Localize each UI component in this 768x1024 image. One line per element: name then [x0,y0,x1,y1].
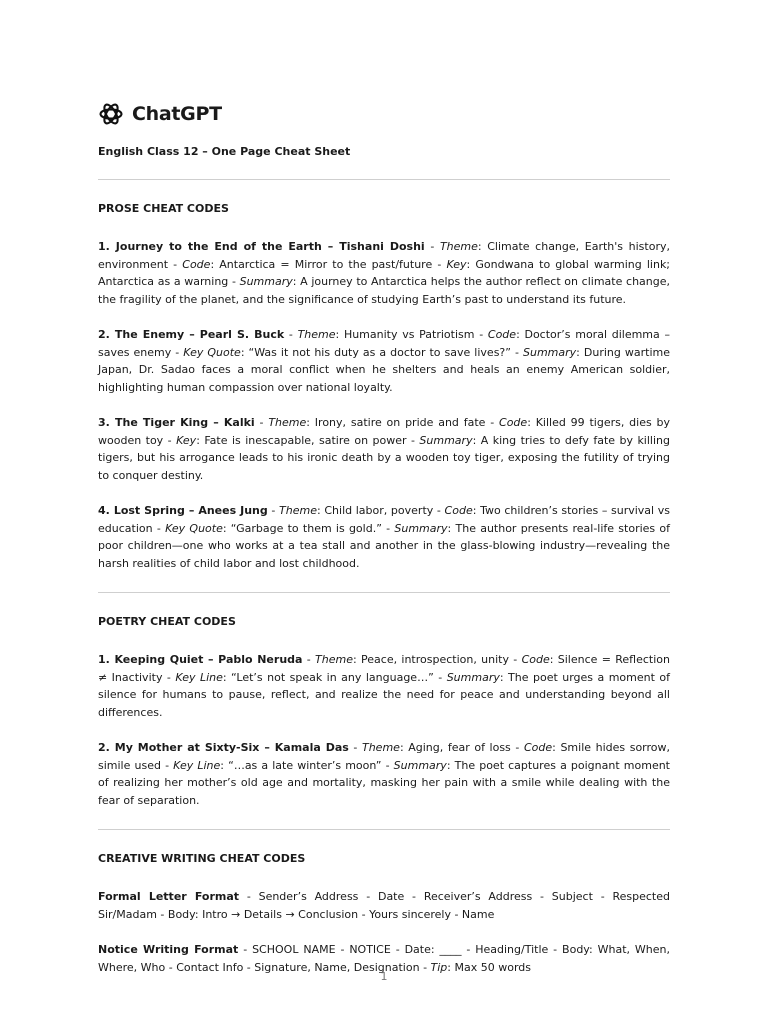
entry-label: Tip [430,960,448,974]
entry-text: : “…as a late winter’s moon” [220,758,382,772]
entry-text: - SCHOOL NAME - NOTICE - Date: ____ - Heading/Title - Body: What, When, Where, Who - Contact Info - Signature, Name, Designation - [98,943,671,974]
entry-label: Theme [279,504,317,517]
entry-label: Theme [315,653,353,666]
section-heading-poetry: POETRY CHEAT CODES [98,615,236,628]
document-page [98,96,670,976]
entry-text: : “Was it not his duty as a doctor to save lives?” [240,345,511,359]
entry-label: Key Line [175,670,223,684]
entry-label: Theme [361,741,400,754]
entry-label: Theme [297,328,336,341]
entry-text: : A journey to Antarctica helps the author reflect on climate change, the fragility of the planet, and the significance of studying Earth’s past to understand its future. [98,275,670,306]
entry-text: : “Let’s not speak in any language…” [222,670,434,684]
entry-text: : During wartime Japan, Dr. Sadao faces a moral conflict when he shelters and heals an enemy American soldier, highlighting human compassion over national loyalty. [98,345,670,394]
entry-text: : Humanity vs Patriotism [335,328,475,341]
entry-label: Summary [239,275,293,288]
entry-text: : Gondwana to global warming link; Antarctica as a warning [98,257,671,288]
prose-entry: 2. The Enemy – Pearl S. Buck - Theme: Humanity vs Patriotism - Code: Doctor’s moral dilemma – saves enemy - Key Quote: “Was it not his duty as a doctor to save lives?” - Summary: During wartime Japan, Dr. Sadao faces a moral conflict when he shelters and heals an enemy American soldier, highlighting human compassion over national loyalty. [98,328,670,394]
prose-entry: 3. The Tiger King – Kalki - Theme: Irony, satire on pride and fate - Code: Killed 99 tigers, dies by wooden toy - Key: Fate is inescapable, satire on power - Summary: A king tries to defy fate by killing tigers, but his arrogance leads to his ironic death by a wooden toy tiger, exposing the futility of trying to conquer destiny. [98,416,670,482]
entry-text: : Smile hides sorrow, simile used [98,741,671,772]
entry-title: 4. Lost Spring – Anees Jung [98,504,268,517]
entry-text: : Two children’s stories – survival vs education [98,504,670,535]
entry-title: 1. Journey to the End of the Earth – Tishani Doshi [98,240,425,253]
entry-text: : Peace, introspection, unity [353,653,509,666]
poetry-entry: 2. My Mother at Sixty-Six – Kamala Das - Theme: Aging, fear of loss - Code: Smile hides sorrow, simile used - Key Line: “…as a late winter’s moon” - Summary: The poet captures a poignant moment of realizing her mother’s old age and mortality, masking her pain with a smile while dealing with the fear of separation. [98,741,671,807]
entry-label: Code [523,741,553,754]
brand-header [98,96,670,132]
entry-label: Code [444,504,473,517]
entry-label: Theme [439,240,478,253]
creative-entry-letter [98,888,670,923]
entry-title: 1. Keeping Quiet – Pablo Neruda [98,653,303,666]
entry-text: - Sender’s Address - Date - Receiver’s Address - Subject - Respected Sir/Madam - Body: Intro → Details → Conclusion - Yours sincerely - Name [98,890,670,921]
entry-text: : Max 50 words [447,960,531,974]
entry-text: : Aging, fear of loss [399,741,511,754]
entry-text: : The poet urges a moment of silence for humans to pause, reflect, and realize the need for peace and understanding beyond all differences. [98,670,670,719]
entry-label: Summary [522,345,577,359]
entry-text: : Fate is inescapable, satire on power [196,433,407,447]
entry-text: : Doctor’s moral dilemma – saves enemy [98,328,670,359]
entry-label: Code [521,653,550,666]
divider [98,179,670,180]
entry-label: Key [446,257,467,271]
entry-label: Code [499,416,528,429]
entry-label: Key Quote [183,345,241,359]
entry-label: Code [182,257,211,271]
brand-name: ChatGPT [132,103,222,125]
section-heading-prose: PROSE CHEAT CODES [98,202,229,215]
entry-label: Summary [393,758,447,772]
divider [98,829,670,830]
entry-label: Summary [446,670,500,684]
entry-text: : Killed 99 tigers, dies by wooden toy [98,416,670,447]
entry-title: Formal Letter Format [98,890,240,903]
entry-label: Code [487,328,517,341]
entry-label: Summary [394,521,448,535]
entry-text: : The poet captures a poignant moment of realizing her mother’s old age and mortality, masking her pain with a smile while dealing with the fear of separation. [98,758,670,807]
page-number: 1 [380,970,388,983]
entry-label: Key Quote [165,521,223,535]
entry-text: : A king tries to defy fate by killing tigers, but his arrogance leads to his ironic death by a wooden toy tiger, exposing the futility of trying to conquer destiny. [98,433,670,482]
entry-title: 2. My Mother at Sixty-Six – Kamala Das [98,741,349,754]
entry-text: : Irony, satire on pride and fate [306,416,486,429]
poetry-entry: 1. Keeping Quiet – Pablo Neruda - Theme: Peace, introspection, unity - Code: Silence = Reflection ≠ Inactivity - Key Line: “Let’s not speak in any language…” - Summary: The poet urges a moment of silence for humans to pause, reflect, and realize the need for peace and understanding beyond all differences. [98,653,670,719]
entry-text: : “Garbage to them is gold.” [222,521,382,535]
entry-text: : Antarctica = Mirror to the past/future [210,257,433,271]
document-title: English Class 12 – One Page Cheat Sheet [98,145,351,158]
entry-label: Summary [419,433,473,447]
prose-entry: 1. Journey to the End of the Earth – Tishani Doshi - Theme: Climate change, Earth's history, environment - Code: Antarctica = Mirror to the past/future - Key: Gondwana to global warming link; Antarctica as a warning - Summary: A journey to Antarctica helps the author reflect on climate change, the fragility of the planet, and the significance of studying Earth’s past to understand its future. [98,240,671,306]
section-heading-creative: CREATIVE WRITING CHEAT CODES [98,852,306,865]
entry-text: : The author presents real-life stories of poor children—one who works at a tea stall and another in the glass-blowing industry—revealing the harsh realities of child labor and lost childhood. [98,521,670,570]
entry-title: Notice Writing Format [98,943,239,956]
entry-label: Key Line [173,758,221,772]
entry-text: : Silence = Reflection ≠ Inactivity [98,653,670,684]
entry-title: 2. The Enemy – Pearl S. Buck [98,328,285,341]
openai-logo-icon [98,101,124,127]
prose-entry: 4. Lost Spring – Anees Jung - Theme: Child labor, poverty - Code: Two children’s stories – survival vs education - Key Quote: “Garbage to them is gold.” - Summary: The author presents real-life stories of poor children—one who works at a tea stall and another in the glass-blowing industry—revealing the harsh realities of child labor and lost childhood. [98,504,670,570]
entry-text: : Child labor, poverty [317,504,434,517]
entry-title: 3. The Tiger King – Kalki [98,416,255,429]
entry-label: Theme [268,416,307,429]
entry-text: : Climate change, Earth's history, environment [98,240,670,271]
divider [98,592,670,593]
entry-label: Key [176,433,197,447]
